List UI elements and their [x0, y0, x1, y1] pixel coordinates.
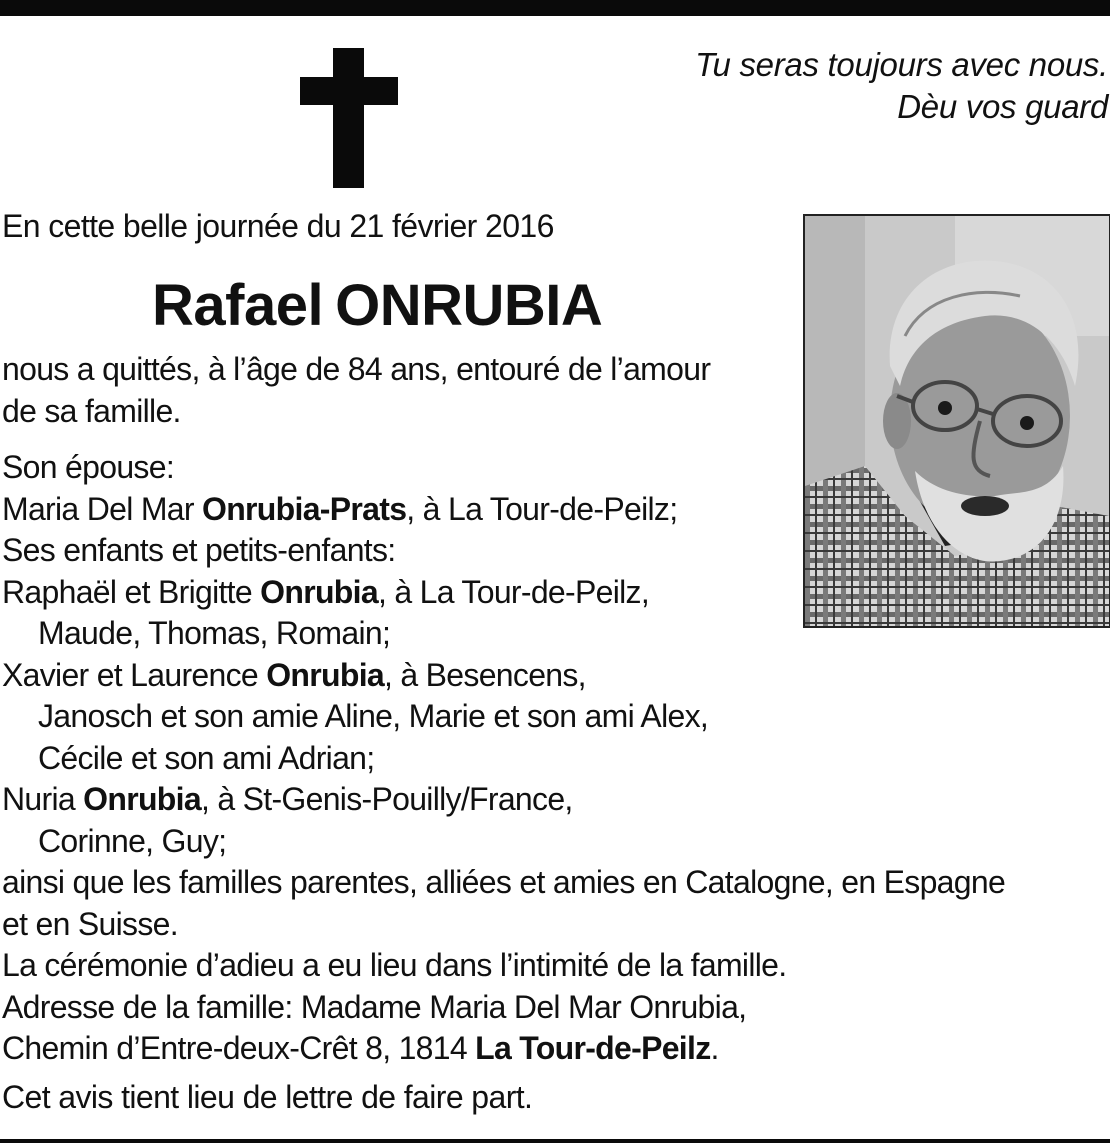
- child-entry-2: Xavier et Laurence Onrubia, à Besencens,: [2, 656, 586, 693]
- spouse-heading: Son épouse:: [2, 449, 175, 485]
- grandchildren-1: Maude, Thomas, Romain;: [38, 615, 391, 651]
- family-list: [2, 447, 1005, 1070]
- ceremony-text: La cérémonie d’adieu a eu lieu dans l’intimité de la famille.: [2, 947, 787, 983]
- motto-line-1: Tu seras toujours avec nous.: [695, 46, 1108, 83]
- relatives-line-1: ainsi que les familles parentes, alliées et amies en Catalogne, en Espagne: [2, 864, 1006, 900]
- cross-icon: [300, 48, 398, 188]
- passing-line-2: de sa famille.: [2, 392, 181, 429]
- top-rule: [0, 0, 1110, 16]
- passing-text: [2, 349, 710, 432]
- grandchildren-2a: Janosch et son amie Aline, Marie et son ami Alex,: [38, 698, 709, 734]
- bottom-rule: [0, 1139, 1110, 1143]
- deceased-name: [152, 272, 602, 339]
- deceased-last-name: ONRUBIA: [335, 273, 603, 338]
- relatives-line-2: et en Suisse.: [2, 905, 178, 942]
- motto: [695, 44, 1108, 128]
- motto-line-2: Dèu vos guard: [897, 88, 1108, 125]
- child-entry-1: Raphaël et Brigitte Onrubia, à La Tour-de-Peilz,: [2, 573, 650, 610]
- children-heading: Ses enfants et petits-enfants:: [2, 532, 396, 568]
- child-entry-3: Nuria Onrubia, à St-Genis-Pouilly/France,: [2, 781, 573, 817]
- closing-text: Cet avis tient lieu de lettre de faire part.: [2, 1079, 533, 1115]
- intro-text: En cette belle journée du 21 février 2016: [2, 208, 554, 244]
- address-line-1: Adresse de la famille: Madame Maria Del Mar Onrubia,: [2, 988, 747, 1025]
- deceased-first-name: Rafael: [152, 273, 324, 338]
- passing-line-1: nous a quittés, à l’âge de 84 ans, entouré de l’amour: [2, 351, 711, 387]
- address-line-2: Chemin d’Entre-deux-Crêt 8, 1814 La Tour-de-Peilz.: [2, 1030, 719, 1066]
- spouse-entry: Maria Del Mar Onrubia-Prats, à La Tour-de-Peilz;: [2, 490, 678, 527]
- grandchildren-3: Corinne, Guy;: [38, 822, 227, 859]
- grandchildren-2b: Cécile et son ami Adrian;: [38, 739, 375, 776]
